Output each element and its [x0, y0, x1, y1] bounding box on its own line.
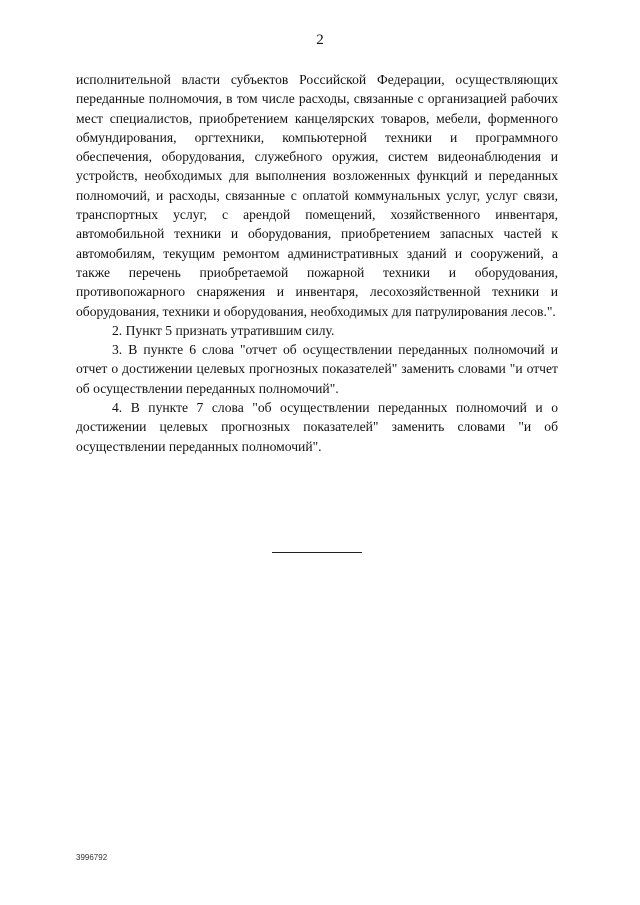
paragraph-item-3: 3. В пункте 6 слова "отчет об осуществлении переданных полномочий и отчет о достижении целевых прогнозных показателей" заменить словами "и отчет об осуществлении переданных полномочий". [76, 342, 558, 396]
paragraph-continuation: исполнительной власти субъектов Российской Федерации, осуществляющих переданные полномочия, в том числе расходы, связанные с организацией рабочих мест специалистов, приобретением канцелярских товаров, мебели, форменного обмундирования, оргтехники, компьютерной техники и программного обеспечения, оборудования, служебного оружия, систем видеонаблюдения и устройств, необходимых для выполнения возложенных функций и переданных полномочий, и расходы, связанные с оплатой коммунальных услуг, услуг связи, транспортных услуг, с арендой помещений, хозяйственного инвентаря, автомобильной техники и оборудования, приобретением запасных частей к автомобилям, текущим ремонтом административных зданий и сооружений, а также перечень приобретаемой пожарной техники и оборудования, противопожарного снаряжения и инвентаря, лесохозяйственной техники и оборудования, техники и оборудования, необходимых для патрулирования лесов.". [76, 72, 558, 319]
document-code: 3996792 [76, 853, 108, 862]
end-divider [272, 552, 362, 553]
paragraph-item-2: 2. Пункт 5 признать утратившим силу. [112, 322, 335, 338]
document-body [76, 70, 558, 456]
page-number: 2 [316, 32, 324, 48]
paragraph-item-4: 4. В пункте 7 слова "об осуществлении переданных полномочий и о достижении целевых прогнозных показателей" заменить словами "и об осуществлении переданных полномочий". [76, 400, 558, 454]
